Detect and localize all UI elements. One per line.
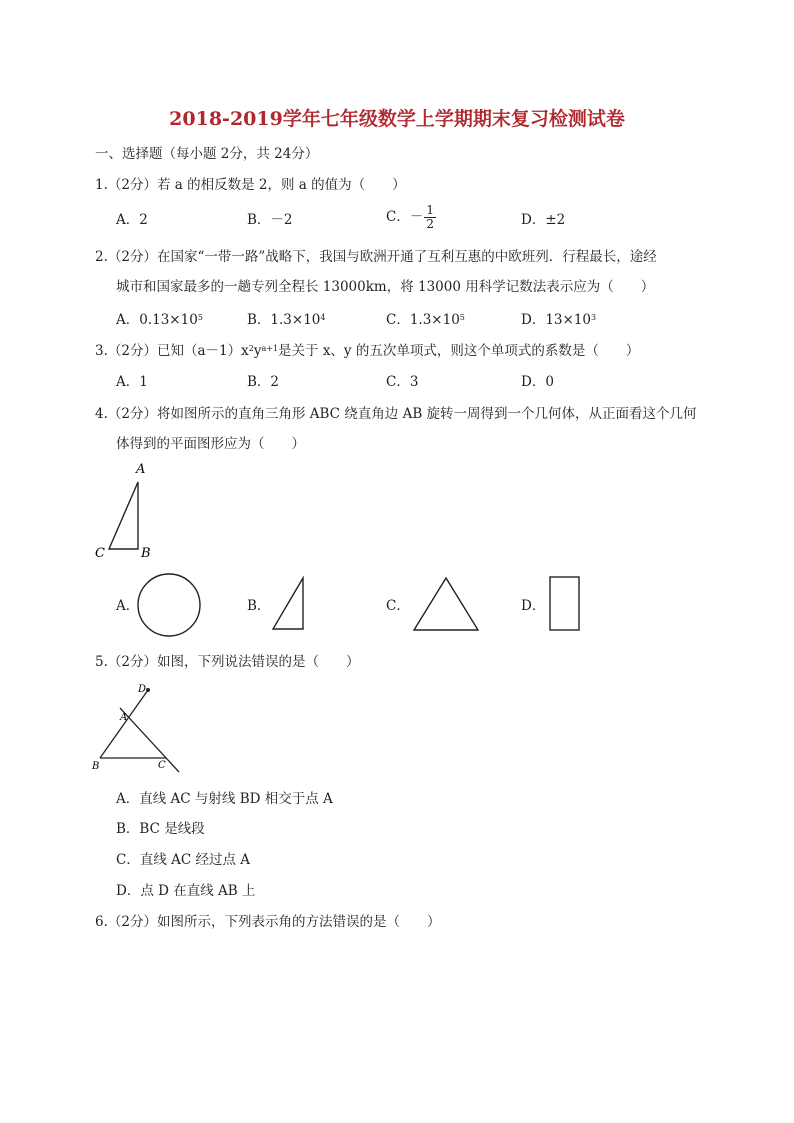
- q3-y-variable: y: [253, 343, 262, 359]
- line-ac: [120, 708, 179, 772]
- label-b: B: [92, 761, 100, 772]
- q1-option-a: A．2: [116, 212, 148, 228]
- q3-option-a: A．1: [116, 374, 148, 390]
- q1-option-d: D．±2: [521, 212, 566, 228]
- q3-option-b: B．2: [247, 374, 280, 390]
- q4-option-b-right-triangle-icon: [268, 574, 308, 634]
- q4-stem-line1: 4.（2分）将如图所示的直角三角形 ABC 绕直角边 AB 旋转一周得到一个几何体，从正面看这个几何: [95, 406, 697, 422]
- q2-c-base: C．1.3×10: [386, 312, 460, 328]
- q4-option-c-label: C．: [386, 598, 410, 614]
- q4-option-a-circle-icon: [136, 572, 202, 638]
- q5-stem: 5.（2分）如图，下列说法错误的是（ ）: [95, 654, 360, 670]
- q1-stem: 1.（2分）若 a 的相反数是 2，则 a 的值为（ ）: [95, 177, 406, 193]
- label-d: D: [138, 684, 147, 695]
- q4-option-d-rectangle-icon: [547, 574, 583, 634]
- point-d: [146, 688, 150, 692]
- q1-option-c-prefix: C．－: [386, 209, 424, 225]
- page-title: 2018-2019学年七年级数学上学期期末复习检测试卷: [169, 108, 625, 130]
- fraction-denominator: 2: [426, 217, 434, 231]
- q4-figure-right-triangle: [92, 458, 162, 563]
- q1-option-c-fraction: [424, 204, 436, 231]
- label-a: A: [136, 462, 146, 477]
- q2-b-exponent: 4: [320, 313, 326, 322]
- q2-option-d: [521, 311, 596, 329]
- q2-option-b: [247, 311, 325, 329]
- q4-option-c-triangle-icon: [410, 574, 482, 634]
- q1-option-b: B．－2: [247, 212, 293, 228]
- label-c: C: [158, 760, 166, 771]
- q3-option-d: D．0: [521, 374, 554, 390]
- q3-option-c: C．3: [386, 374, 419, 390]
- q6-stem: 6.（2分）如图所示，下列表示角的方法错误的是（ ）: [95, 914, 441, 930]
- q5-figure-lines: [90, 680, 190, 775]
- triangle-abc-shape: [109, 482, 138, 549]
- q2-option-a: [116, 311, 203, 329]
- fraction-numerator: 1: [426, 203, 434, 217]
- section-heading: 一、选择题（每小题 2分，共 24分）: [95, 146, 319, 162]
- q4-stem-line2: 体得到的平面图形应为（ ）: [116, 436, 305, 452]
- q2-option-c: [386, 311, 465, 329]
- label-b: B: [141, 546, 151, 561]
- q2-stem-line2: 城市和国家最多的一趟专列全程长 13000km，将 13000 用科学记数法表示应为（ ）: [116, 279, 655, 295]
- q2-a-base: A．0.13×10: [116, 312, 198, 328]
- q2-c-exponent: 5: [459, 313, 465, 322]
- q4-option-d-label: D．: [521, 598, 546, 614]
- q5-option-b: B．BC 是线段: [116, 821, 205, 837]
- q4-option-b-label: B．: [247, 598, 271, 614]
- q1-option-c: [386, 204, 436, 231]
- q2-d-exponent: 3: [591, 313, 597, 322]
- label-a: A: [120, 712, 128, 723]
- q5-option-a: A．直线 AC 与射线 BD 相交于点 A: [116, 791, 333, 807]
- q3-x-exponent: 2: [248, 344, 254, 353]
- q4-option-a-label: A．: [116, 598, 140, 614]
- q2-a-exponent: 5: [197, 313, 203, 322]
- q2-b-base: B．1.3×10: [247, 312, 321, 328]
- q3-stem-post: 是关于 x、y 的五次单项式，则这个单项式的系数是（ ）: [278, 343, 640, 359]
- q3-y-exponent: a+1: [261, 344, 279, 353]
- q5-option-c: C．直线 AC 经过点 A: [116, 852, 251, 868]
- q3-stem-pre: 3.（2分）已知（a－1）x: [95, 343, 249, 359]
- label-c: C: [95, 546, 105, 561]
- q3-stem: [95, 342, 639, 360]
- ray-bd: [100, 690, 148, 758]
- q5-option-d: D．点 D 在直线 AB 上: [116, 883, 256, 899]
- q2-d-base: D．13×10: [521, 312, 591, 328]
- q2-stem-line1: 2.（2分）在国家“一带一路”战略下，我国与欧洲开通了互利互惠的中欧班列．行程最长，途经: [95, 249, 657, 265]
